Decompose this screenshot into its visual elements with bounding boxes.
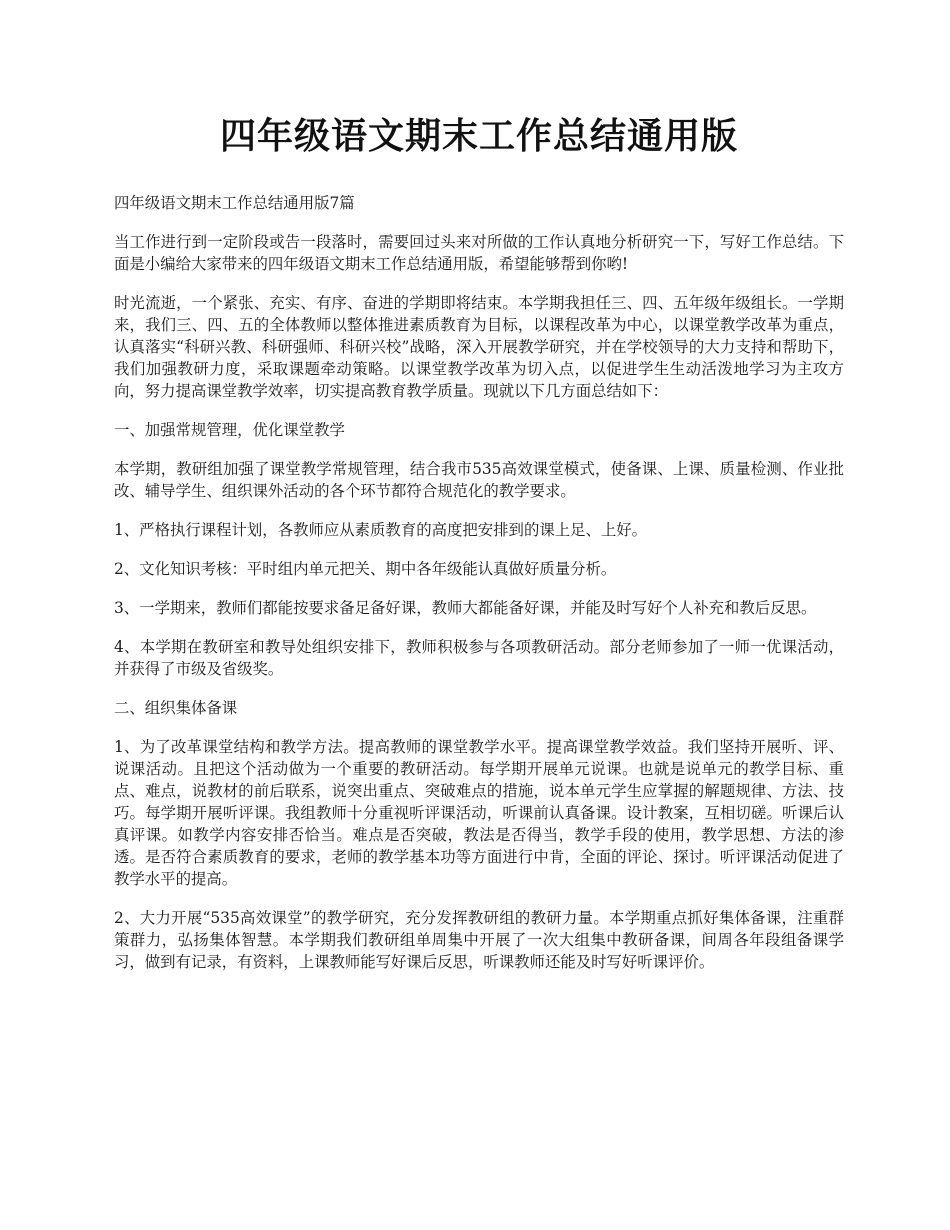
intro-paragraph: 当工作进行到一定阶段或告一段落时，需要回过头来对所做的工作认真地分析研究一下，写好工作总结。下面是小编给大家带来的四年级语文期末工作总结通用版，希望能够帮到你哟! <box>114 233 844 273</box>
subtitle-paragraph: 四年级语文期末工作总结通用版7篇 <box>114 194 355 212</box>
list-item-4: 4、本学期在教研室和教导处组织安排下，教师积极参与各项教研活动。部分老师参加了一师一优课活动，并获得了市级及省级奖。 <box>114 638 844 678</box>
document-title: 四年级语文期末工作总结通用版 <box>219 115 738 157</box>
section-2-item-1: 1、为了改革课堂结构和教学方法。提高教师的课堂教学水平。提高课堂教学效益。我们坚持开展听、评、说课活动。且把这个活动做为一个重要的教研活动。每学期开展单元说课。也就是说单元的教学目标、重点、难点，说教材的前后联系，说突出重点、突破难点的措施，说本单元学生应掌握的解题规律、方法、技巧。每学期开展听评课。我组教师十分重视听评课活动，听课前认真备课。设计教案，互相切磋。听课后认真评课。如教学内容安排否恰当。难点是否突破，教法是否得当，教学手段的使用，教学思想、方法的渗透。是否符合素质教育的要求，老师的教学基本功等方面进行中肯，全面的评论、探讨。听评课活动促进了教学水平的提高。 <box>114 738 844 888</box>
body-paragraph: 本学期，教研组加强了课堂教学常规管理，结合我市535高效课堂模式，使备课、上课、质量检测、作业批改、辅导学生、组织课外活动的各个环节都符合规范化的教学要求。 <box>114 460 844 500</box>
list-item-3: 3、一学期来，教师们都能按要求备足备好课，教师大都能备好课，并能及时写好个人补充和教后反思。 <box>114 599 817 617</box>
section-2-item-2: 2、大力开展“535高效课堂”的教学研究，充分发挥教研组的教研力量。本学期重点抓好集体备课，注重群策群力，弘扬集体智慧。本学期我们教研组单周集中开展了一次大组集中教研备课，间周各年段组备课学习，做到有记录，有资料，上课教师能写好课后反思，听课教师还能及时写好听课评价。 <box>114 909 844 971</box>
list-item-2: 2、文化知识考核：平时组内单元把关、期中各年级能认真做好质量分析。 <box>114 560 617 578</box>
section-heading-2: 二、组织集体备课 <box>114 699 238 717</box>
overview-paragraph: 时光流逝，一个紧张、充实、有序、奋进的学期即将结束。本学期我担任三、四、五年级年级组长。一学期来，我们三、四、五的全体教师以整体推进素质教育为目标，以课程改革为中心，以课堂教学改革为重点，认真落实“科研兴教、科研强师、科研兴校”战略，深入开展教学研究，并在学校领导的大力支持和帮助下，我们加强教研力度，采取课题牵动策略。以课堂教学改革为切入点，以促进学生生动活泼地学习为主攻方向，努力提高课堂教学效率，切实提高教育教学质量。现就以下几方面总结如下： <box>114 294 844 400</box>
section-heading-1: 一、加强常规管理，优化课堂教学 <box>114 421 345 439</box>
list-item-1: 1、严格执行课程计划，各教师应从素质教育的高度把安排到的课上足、上好。 <box>114 521 648 539</box>
document-body <box>114 110 844 990</box>
